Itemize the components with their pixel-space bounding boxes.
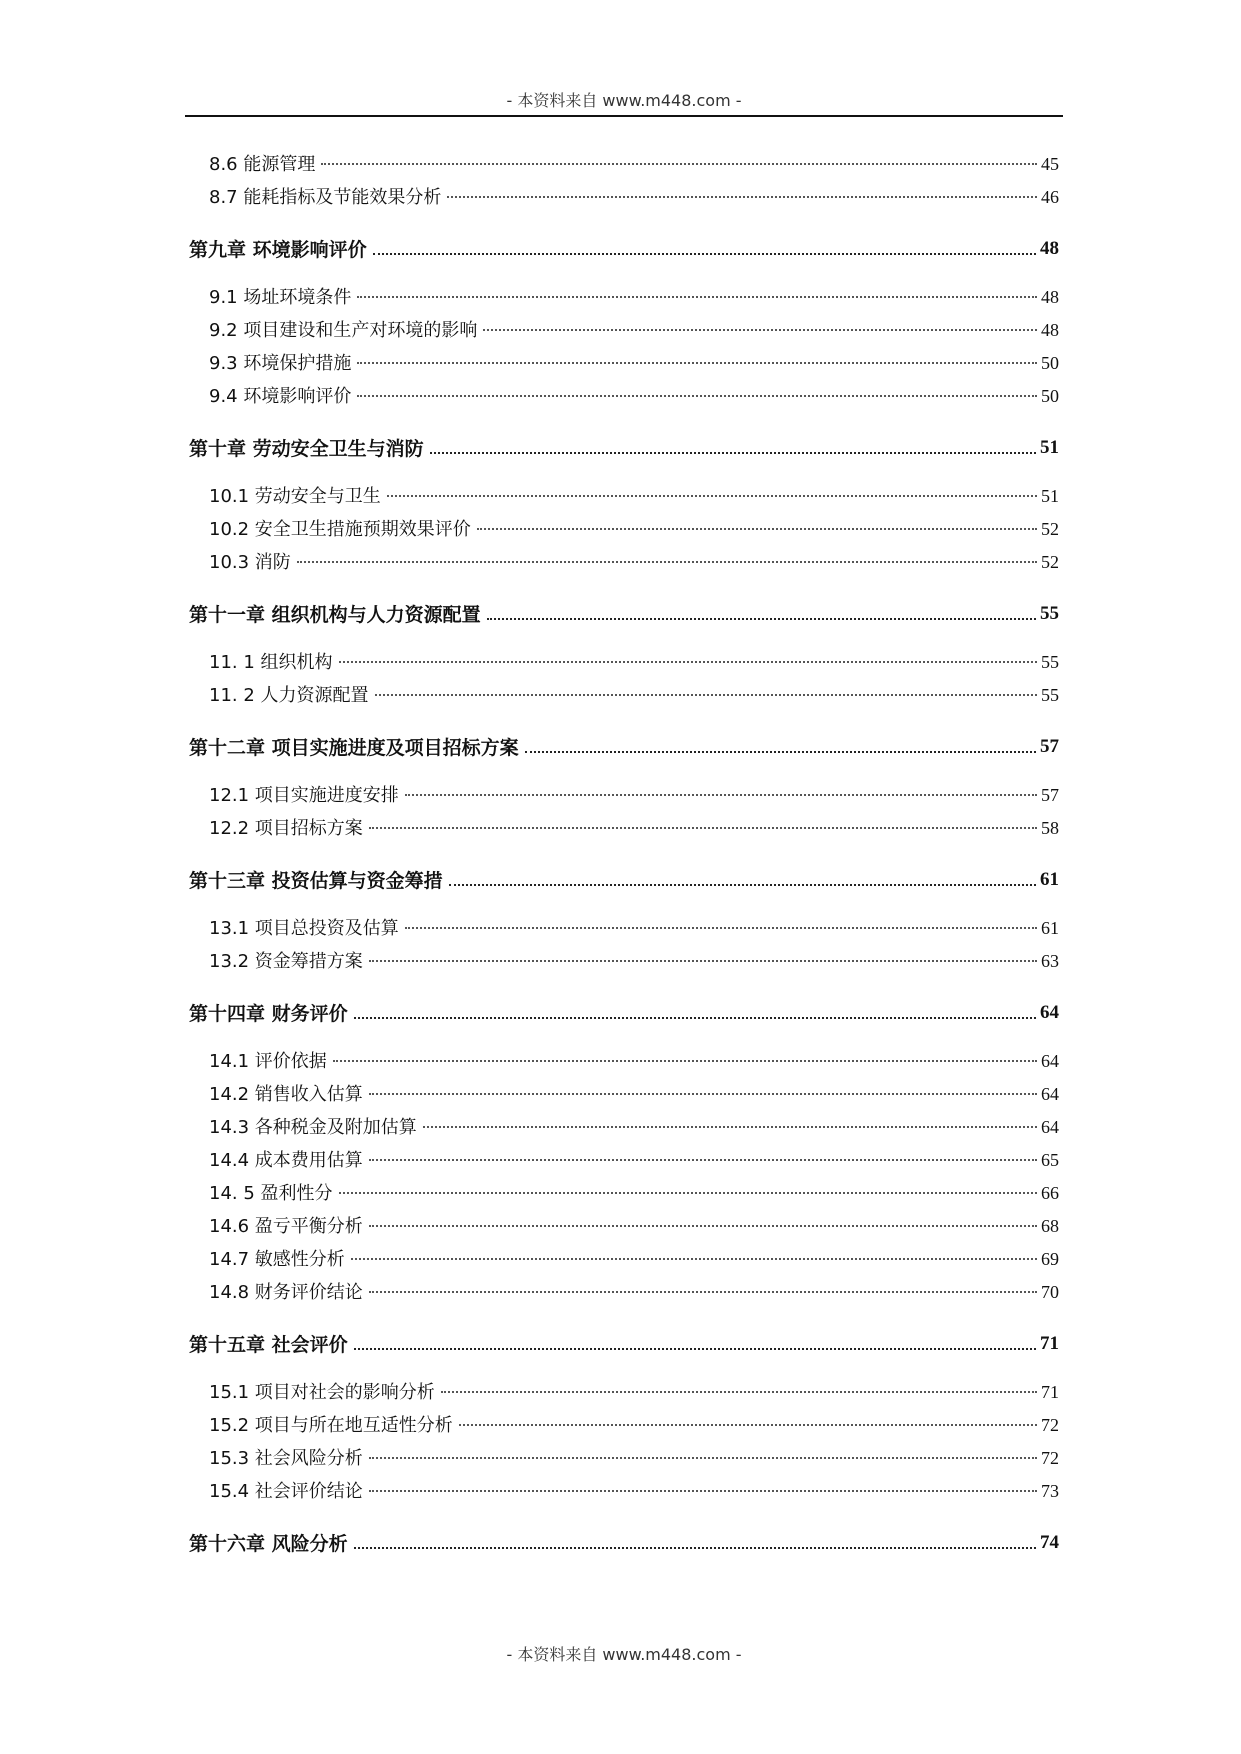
toc-entry-title: 9.3 环境保护措施 — [209, 353, 352, 374]
toc-section-entry[interactable] — [189, 1080, 1059, 1113]
toc-entry-title: 11. 2 人力资源配置 — [209, 685, 369, 706]
dot-leader — [369, 1490, 1037, 1492]
toc-entry-page-number: 64 — [1040, 1001, 1059, 1023]
toc-entry-title: 第十二章 项目实施进度及项目招标方案 — [189, 737, 519, 759]
toc-section-entry[interactable] — [189, 1278, 1059, 1311]
dot-leader — [441, 1391, 1037, 1393]
dot-leader — [357, 296, 1037, 298]
toc-entry-title: 第十三章 投资估算与资金筹措 — [189, 870, 443, 892]
toc-section-entry[interactable] — [189, 1047, 1059, 1080]
toc-entry-page-number: 51 — [1040, 436, 1059, 458]
toc-entry-title: 15.2 项目与所在地互适性分析 — [209, 1415, 453, 1436]
toc-section-entry[interactable] — [189, 482, 1059, 515]
toc-entry-page-number: 64 — [1041, 1051, 1059, 1071]
dot-leader — [339, 661, 1037, 663]
dot-leader — [333, 1060, 1037, 1062]
dot-leader — [477, 528, 1037, 530]
toc-entry-page-number: 55 — [1040, 602, 1059, 624]
toc-section-entry[interactable] — [189, 1477, 1059, 1510]
dot-leader — [351, 1258, 1037, 1260]
toc-entry-page-number: 58 — [1041, 818, 1059, 838]
toc-section-entry[interactable] — [189, 283, 1059, 316]
toc-entry-title: 第十章 劳动安全卫生与消防 — [189, 438, 424, 460]
toc-section-entry[interactable] — [189, 1411, 1059, 1444]
toc-entry-page-number: 50 — [1041, 353, 1059, 373]
toc-entry-title: 14. 5 盈利性分 — [209, 1183, 333, 1204]
toc-section-entry[interactable] — [189, 349, 1059, 382]
toc-entry-page-number: 50 — [1041, 386, 1059, 406]
toc-entry-page-number: 73 — [1041, 1481, 1059, 1501]
dot-leader — [447, 196, 1037, 198]
dot-leader — [375, 694, 1037, 696]
toc-entry-title: 14.3 各种税金及附加估算 — [209, 1117, 417, 1138]
toc-entry-title: 8.6 能源管理 — [209, 154, 316, 175]
toc-entry-page-number: 74 — [1040, 1531, 1059, 1553]
toc-entry-title: 9.4 环境影响评价 — [209, 386, 352, 407]
toc-section-entry[interactable] — [189, 1378, 1059, 1411]
toc-section-entry[interactable] — [189, 1245, 1059, 1278]
dot-leader — [373, 253, 1036, 255]
toc-entry-title: 9.1 场址环境条件 — [209, 287, 352, 308]
toc-entry-page-number: 72 — [1041, 1448, 1059, 1468]
dot-leader — [369, 1457, 1037, 1459]
toc-entry-title: 11. 1 组织机构 — [209, 652, 333, 673]
toc-section-entry[interactable] — [189, 781, 1059, 814]
dot-leader — [357, 362, 1037, 364]
toc-entry-title: 15.4 社会评价结论 — [209, 1481, 363, 1502]
toc-entry-title: 13.1 项目总投资及估算 — [209, 918, 399, 939]
toc-entry-title: 9.2 项目建设和生产对环境的影响 — [209, 320, 478, 341]
footer-text: - 本资料来自 www.m448.com - — [506, 1645, 742, 1664]
toc-section-entry[interactable] — [189, 1444, 1059, 1477]
toc-entry-page-number: 51 — [1041, 486, 1059, 506]
toc-entry-title: 第十五章 社会评价 — [189, 1334, 348, 1356]
toc-entry-page-number: 57 — [1040, 735, 1059, 757]
toc-entry-title: 14.1 评价依据 — [209, 1051, 327, 1072]
dot-leader — [369, 1291, 1037, 1293]
toc-section-entry[interactable] — [189, 548, 1059, 581]
page-header — [185, 88, 1063, 117]
dot-leader — [430, 452, 1036, 454]
dot-leader — [297, 561, 1037, 563]
header-text: - 本资料来自 www.m448.com - — [506, 91, 742, 110]
toc-entry-title: 15.3 社会风险分析 — [209, 1448, 363, 1469]
page-footer — [185, 1642, 1063, 1665]
toc-entry-page-number: 66 — [1041, 1183, 1059, 1203]
toc-chapter-entry[interactable] — [189, 1520, 1059, 1565]
dot-leader — [487, 618, 1036, 620]
toc-entry-page-number: 57 — [1041, 785, 1059, 805]
toc-section-entry[interactable] — [189, 947, 1059, 980]
toc-chapter-entry[interactable] — [189, 226, 1059, 271]
toc-entry-title: 10.2 安全卫生措施预期效果评价 — [209, 519, 471, 540]
toc-section-entry[interactable] — [189, 183, 1059, 216]
toc-entry-page-number: 72 — [1041, 1415, 1059, 1435]
toc-entry-page-number: 68 — [1041, 1216, 1059, 1236]
toc-chapter-entry[interactable] — [189, 591, 1059, 636]
dot-leader — [354, 1017, 1036, 1019]
toc-entry-title: 14.8 财务评价结论 — [209, 1282, 363, 1303]
toc-entry-title: 14.4 成本费用估算 — [209, 1150, 363, 1171]
dot-leader — [354, 1547, 1036, 1549]
toc-entry-page-number: 71 — [1041, 1382, 1059, 1402]
toc-section-entry[interactable] — [189, 1146, 1059, 1179]
toc-entry-title: 10.1 劳动安全与卫生 — [209, 486, 381, 507]
toc-entry-title: 14.2 销售收入估算 — [209, 1084, 363, 1105]
toc-chapter-entry[interactable] — [189, 1321, 1059, 1366]
dot-leader — [369, 827, 1037, 829]
dot-leader — [369, 1093, 1037, 1095]
toc-entry-page-number: 70 — [1041, 1282, 1059, 1302]
dot-leader — [405, 927, 1037, 929]
toc-entry-title: 8.7 能耗指标及节能效果分析 — [209, 187, 442, 208]
toc-entry-title: 第九章 环境影响评价 — [189, 239, 367, 261]
toc-section-entry[interactable] — [189, 1113, 1059, 1146]
dot-leader — [405, 794, 1037, 796]
toc-entry-page-number: 48 — [1041, 287, 1059, 307]
toc-entry-page-number: 64 — [1041, 1117, 1059, 1137]
toc-section-entry[interactable] — [189, 648, 1059, 681]
toc-chapter-entry[interactable] — [189, 724, 1059, 769]
toc-entry-title: 12.1 项目实施进度安排 — [209, 785, 399, 806]
toc-entry-title: 12.2 项目招标方案 — [209, 818, 363, 839]
toc-chapter-entry[interactable] — [189, 857, 1059, 902]
toc-entry-title: 第十四章 财务评价 — [189, 1003, 348, 1025]
toc-entry-title: 第十一章 组织机构与人力资源配置 — [189, 604, 481, 626]
dot-leader — [357, 395, 1037, 397]
toc-entry-page-number: 52 — [1041, 519, 1059, 539]
dot-leader — [369, 1225, 1037, 1227]
toc-entry-page-number: 65 — [1041, 1150, 1059, 1170]
toc-section-entry[interactable] — [189, 814, 1059, 847]
toc-entry-page-number: 63 — [1041, 951, 1059, 971]
toc-chapter-entry[interactable] — [189, 990, 1059, 1035]
toc-entry-title: 10.3 消防 — [209, 552, 291, 573]
toc-entry-title: 第十六章 风险分析 — [189, 1533, 348, 1555]
dot-leader — [387, 495, 1037, 497]
toc-entry-page-number: 55 — [1041, 652, 1059, 672]
toc-section-entry[interactable] — [189, 515, 1059, 548]
table-of-contents — [189, 150, 1059, 1577]
toc-entry-page-number: 46 — [1041, 187, 1059, 207]
dot-leader — [449, 884, 1036, 886]
toc-entry-title: 14.6 盈亏平衡分析 — [209, 1216, 363, 1237]
toc-section-entry[interactable] — [189, 914, 1059, 947]
toc-entry-page-number: 61 — [1040, 868, 1059, 890]
toc-section-entry[interactable] — [189, 1179, 1059, 1212]
dot-leader — [354, 1348, 1036, 1350]
dot-leader — [459, 1424, 1037, 1426]
toc-entry-title: 15.1 项目对社会的影响分析 — [209, 1382, 435, 1403]
toc-section-entry[interactable] — [189, 681, 1059, 714]
dot-leader — [483, 329, 1037, 331]
dot-leader — [369, 1159, 1037, 1161]
dot-leader — [339, 1192, 1037, 1194]
toc-entry-page-number: 48 — [1041, 320, 1059, 340]
toc-entry-page-number: 64 — [1041, 1084, 1059, 1104]
toc-section-entry[interactable] — [189, 382, 1059, 415]
toc-entry-title: 14.7 敏感性分析 — [209, 1249, 345, 1270]
toc-entry-page-number: 52 — [1041, 552, 1059, 572]
toc-entry-page-number: 55 — [1041, 685, 1059, 705]
toc-entry-page-number: 69 — [1041, 1249, 1059, 1269]
dot-leader — [369, 960, 1037, 962]
toc-chapter-entry[interactable] — [189, 425, 1059, 470]
toc-section-entry[interactable] — [189, 1212, 1059, 1245]
toc-entry-page-number: 71 — [1040, 1332, 1059, 1354]
toc-section-entry[interactable] — [189, 316, 1059, 349]
dot-leader — [321, 163, 1037, 165]
dot-leader — [423, 1126, 1037, 1128]
toc-entry-page-number: 61 — [1041, 918, 1059, 938]
dot-leader — [525, 751, 1036, 753]
toc-entry-page-number: 45 — [1041, 154, 1059, 174]
toc-section-entry[interactable] — [189, 150, 1059, 183]
toc-entry-page-number: 48 — [1040, 237, 1059, 259]
toc-entry-title: 13.2 资金筹措方案 — [209, 951, 363, 972]
